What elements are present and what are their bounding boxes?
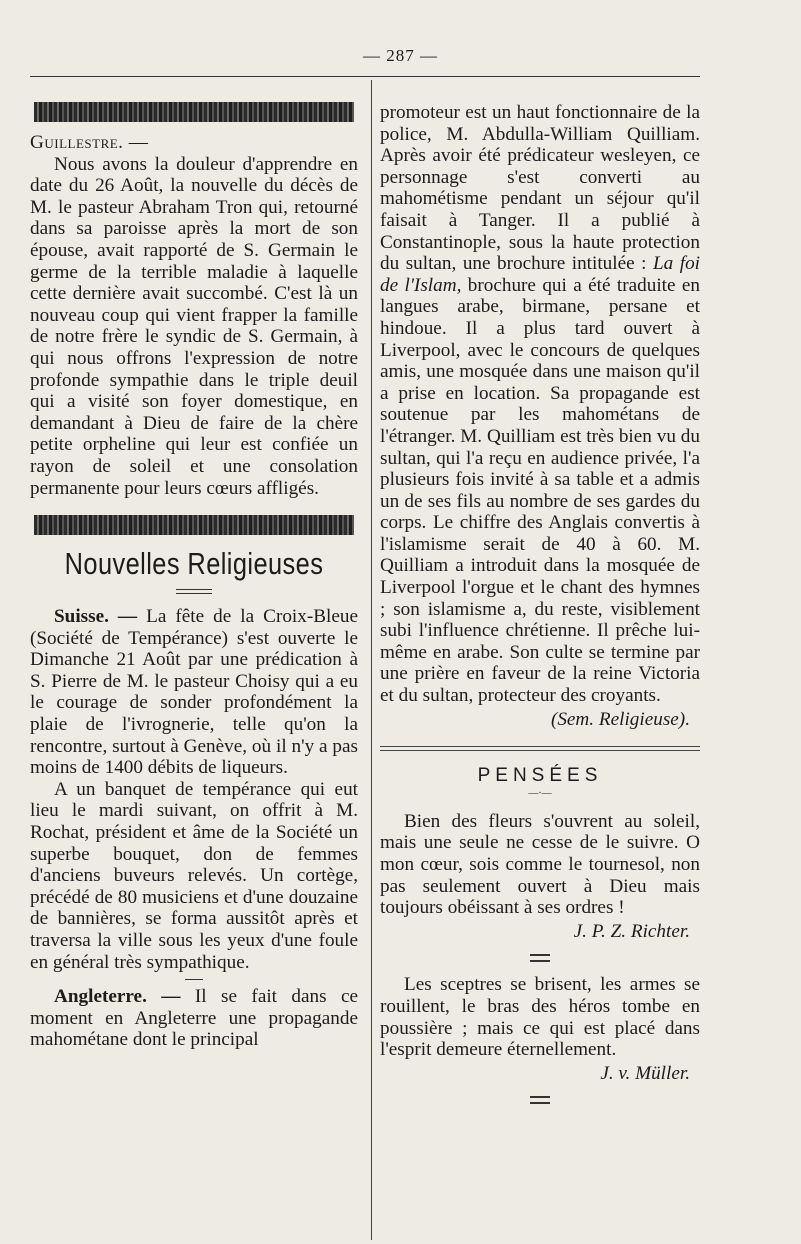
guillestre-paragraph: Nous avons la douleur d'apprendre en date du 26 Août, la nouvelle du décès de M. le pasteur Abraham Tron qui, retourné dans sa paroisse après la mort de son épouse, avait rapporté de S. Germain le germe de la terrible maladie à laquelle cette dernière avait succombé. C'est là un nouveau coup qui vient frapper la famille de notre frère le syndic de S. Germain, à qui nous offrons l'expression de notre profonde sympathie dans le triple deuil qui a visité son foyer domestique, en demandant à Dieu de faire de la chère petite orpheline qui leur est confiée un rayon de soleil et une consolation permanente pour leurs cœurs affligés.	[30, 153, 358, 499]
page-number: — 287 —	[363, 46, 438, 65]
angleterre-label: Angleterre. —	[54, 986, 181, 1008]
guillestre-heading: Guillestre. —	[30, 132, 149, 153]
column-divider	[371, 80, 372, 1240]
angleterre-paragraph: Angleterre. — Il se fait dans ce moment en Angleterre une propagande mahométane dont le principal	[30, 986, 359, 1051]
thought-2: Les sceptres se brisent, les armes se rouillent, le bras des héros tombe en poussière ; mais ce qui est placé dans l'esprit demeure éternellement.	[380, 974, 700, 1061]
author-1: J. P. Z. Richter.	[573, 920, 690, 942]
header-rule	[30, 76, 700, 77]
author-2: J. v. Müller.	[600, 1062, 690, 1084]
book-title: La foi de l'Islam,	[380, 253, 700, 296]
angleterre-continuation: promoteur est un haut fonctionnaire de la police, M. Abdulla-William Quilliam. Après avoir été prédicateur wesleyen, ce personnage s'est converti au mahométisme pendant un séjour qu'il faisait à Tanger. Il a publié à Constantinople, sous la haute protection du sultan, une brochure intitulée : La foi de l'Islam, brochure qui a été traduite en langues arabe, birmane, persane et hindoue. Il a plus tard ouvert à Liverpool, avec le concours de quelques amis, une mosquée dans une maison qu'il a prise en location. Sa propagande est soutenue par les mahométans de l'étranger. M. Quilliam est très bien vu du sultan, qui l'a reçu en audience privée, l'a plusieurs fois invité à sa table et a admis un de ses fils au nombre de ses gardes du corps. Le chiffre des Anglais convertis à l'islamisme serait de 40 à 60. M. Quilliam a introduit dans la mosquée de Liverpool l'orgue et le chant des hymnes ; son islamisme a, du reste, visiblement subi l'influence chrétienne. Il prêche lui-même en arabe. Son culte se termine par une prière en faveur de la reine Victoria et du sultan, protecteur des croyants.	[380, 102, 700, 707]
section-title: Nouvelles Religieuses	[64, 546, 324, 582]
right-column	[380, 102, 700, 1116]
section-separator	[380, 746, 700, 751]
banquet-paragraph: A un banquet de tempérance qui eut lieu le mardi suivant, on offrit à M. Rochat, président et âme de la Société un superbe bouquet, don de femmes d'anciens buveurs relevés. Un cortège, précédé de 80 musiciens et d'une douzaine de bannières, se forma aussitôt après et traversa la ville sous les yeux d'une foule en général très sympathique.	[30, 778, 358, 973]
heading-ornament: —·—	[528, 787, 552, 799]
title-rule	[176, 589, 212, 594]
suisse-label: Suisse. —	[54, 606, 138, 628]
thought-separator	[530, 954, 550, 962]
item-rule	[185, 979, 203, 980]
thought-separator	[530, 1096, 550, 1104]
ornamental-band	[34, 515, 354, 535]
thought-1: Bien des fleurs s'ouvrent au soleil, mais une seule ne cesse de le suivre. O mon cœur, sois comme le tournesol, non pas seulement ouvert à Dieu mais toujours obéissant à ses ordres !	[380, 810, 700, 919]
suisse-paragraph: Suisse. — La fête de la Croix-Bleue (Société de Tempérance) s'est ouverte le Dimanche 21 Août par une prédication à S. Pierre de M. le pasteur Choisy qui a eu le courage de sonder profondément la plaie de l'ivrognerie, telle qu'on la rencontre, surtout à Genève, où il n'y a pas moins de 1400 débits de liqueurs.	[30, 606, 358, 779]
source-attribution: (Sem. Religieuse).	[550, 708, 690, 730]
ornamental-band	[34, 102, 354, 122]
pensees-heading: PENSÉES	[477, 765, 603, 787]
left-column	[30, 102, 358, 1051]
